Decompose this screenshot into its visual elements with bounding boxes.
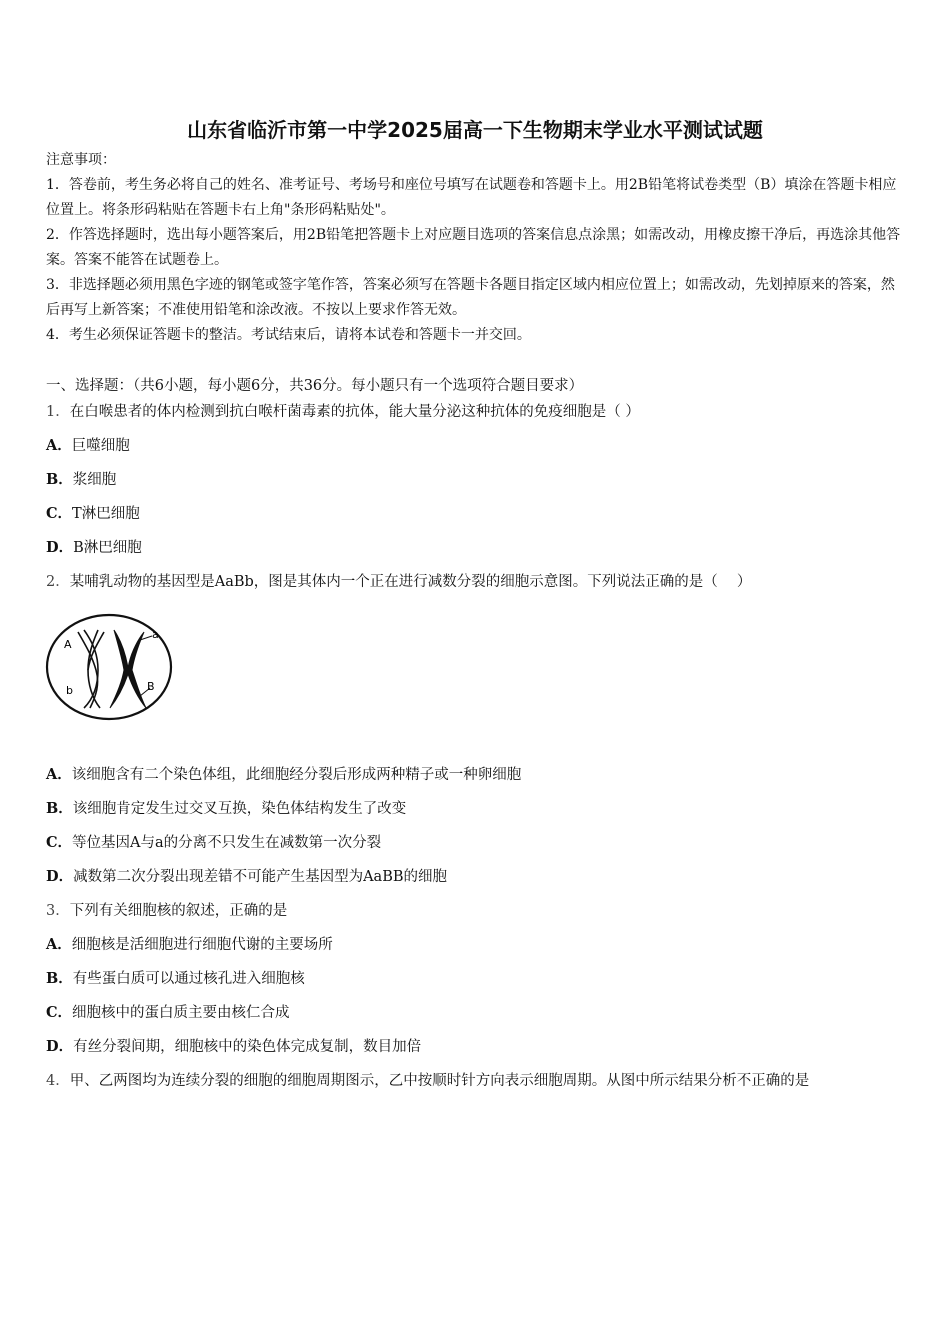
notice-item: 1．答卷前，考生务必将自己的姓名、准考证号、考场号和座位号填写在试题卷和答题卡上。用2B铅笔将试卷类型（B）填涂在答题卡相应位置上。将条形码粘贴在答题卡右上角"条形码粘贴处"。 [46, 177, 897, 218]
gene-label-b: b [66, 684, 73, 697]
notice-heading: 注意事项： [46, 152, 116, 168]
question-number: 3． [46, 903, 70, 919]
question-stem: 下列有关细胞核的叙述，正确的是 [69, 903, 288, 919]
notice-item: 2．作答选择题时，选出每小题答案后，用2B铅笔把答题卡上对应题目选项的答案信息点涂黑；如需改动，用橡皮擦干净后，再选涂其他答案。答案不能答在试题卷上。 [46, 227, 901, 268]
q2-option-d [46, 865, 911, 886]
meiosis-cell-diagram [44, 612, 174, 722]
q3-option-b [46, 967, 911, 988]
option-text: 巨噬细胞 [71, 438, 130, 454]
option-label: C． [46, 505, 73, 522]
question-2 [46, 570, 911, 591]
q1-option-d [46, 536, 911, 557]
option-label: C． [46, 834, 73, 851]
q1-option-b [46, 468, 911, 489]
notice-item: 4．考生必须保证答题卡的整洁。考试结束后，请将本试卷和答题卡一并交回。 [46, 327, 531, 343]
option-text: 有些蛋白质可以通过核孔进入细胞核 [72, 971, 305, 987]
gene-label-a: a [152, 628, 159, 641]
chromosome-light [78, 630, 104, 708]
option-label: A． [46, 766, 72, 783]
question-number: 2． [46, 574, 70, 590]
option-text: 有丝分裂间期，细胞核中的染色体完成复制，数目加倍 [73, 1039, 422, 1055]
option-text: 浆细胞 [72, 472, 117, 488]
option-label: C． [46, 1004, 73, 1021]
option-label: A． [46, 437, 72, 454]
option-text: 等位基因A与a的分离不只发生在减数第一次分裂 [72, 835, 382, 851]
option-text: B淋巴细胞 [73, 540, 142, 556]
gene-label-A: A [64, 638, 72, 651]
section-heading: 一、选择题：（共6小题，每小题6分，共36分。每小题只有一个选项符合题目要求） [46, 378, 584, 394]
option-label: A． [46, 936, 72, 953]
page-title: 山东省临沂市第一中学2025届高一下生物期末学业水平测试试题 [187, 118, 763, 142]
notice-item: 3．非选择题必须用黑色字迹的钢笔或签字笔作答，答案必须写在答题卡各题目指定区域内相应位置上；如需改动，先划掉原来的答案，然后再写上新答案；不准使用铅笔和涂改液。不按以上要求作答无效。 [46, 277, 895, 318]
chromosome-dark [110, 630, 146, 708]
question-number: 1． [46, 404, 70, 420]
q2-option-a [46, 763, 911, 784]
q3-option-c [46, 1001, 911, 1022]
q3-option-d [46, 1035, 911, 1056]
question-4 [46, 1062, 908, 1100]
question-stem: 甲、乙两图均为连续分裂的细胞的细胞周期图示，乙中按顺时针方向表示细胞周期。从图中所示结果分析不正确的是 [69, 1073, 810, 1089]
option-label: D． [46, 868, 74, 885]
question-stem: 在白喉患者的体内检测到抗白喉杆菌毒素的抗体，能大量分泌这种抗体的免疫细胞是（ ） [69, 404, 640, 420]
option-text: 该细胞含有二个染色体组，此细胞经分裂后形成两种精子或一种卵细胞 [71, 767, 522, 783]
gene-label-B: B [147, 680, 155, 693]
notice-block [46, 148, 908, 348]
option-text: 减数第二次分裂出现差错不可能产生基因型为AaBB的细胞 [73, 869, 448, 885]
option-label: D． [46, 1038, 74, 1055]
q1-option-a [46, 434, 911, 455]
option-text: 细胞核是活细胞进行细胞代谢的主要场所 [71, 937, 333, 953]
question-1 [46, 400, 911, 421]
q3-option-a [46, 933, 911, 954]
question-3 [46, 899, 911, 920]
question-number: 4． [46, 1073, 70, 1089]
option-label: B． [46, 970, 73, 987]
option-text: 该细胞肯定发生过交叉互换，染色体结构发生了改变 [72, 801, 407, 817]
q2-option-c [46, 831, 911, 852]
option-label: B． [46, 800, 73, 817]
q2-option-b [46, 797, 911, 818]
option-label: B． [46, 471, 73, 488]
q1-option-c [46, 502, 911, 523]
question-stem: 某哺乳动物的基因型是AaBb，图是其体内一个正在进行减数分裂的细胞示意图。下列说法正确的是（ ） [69, 574, 752, 590]
option-label: D． [46, 539, 74, 556]
option-text: 细胞核中的蛋白质主要由核仁合成 [72, 1005, 290, 1021]
option-text: T淋巴细胞 [72, 506, 140, 522]
